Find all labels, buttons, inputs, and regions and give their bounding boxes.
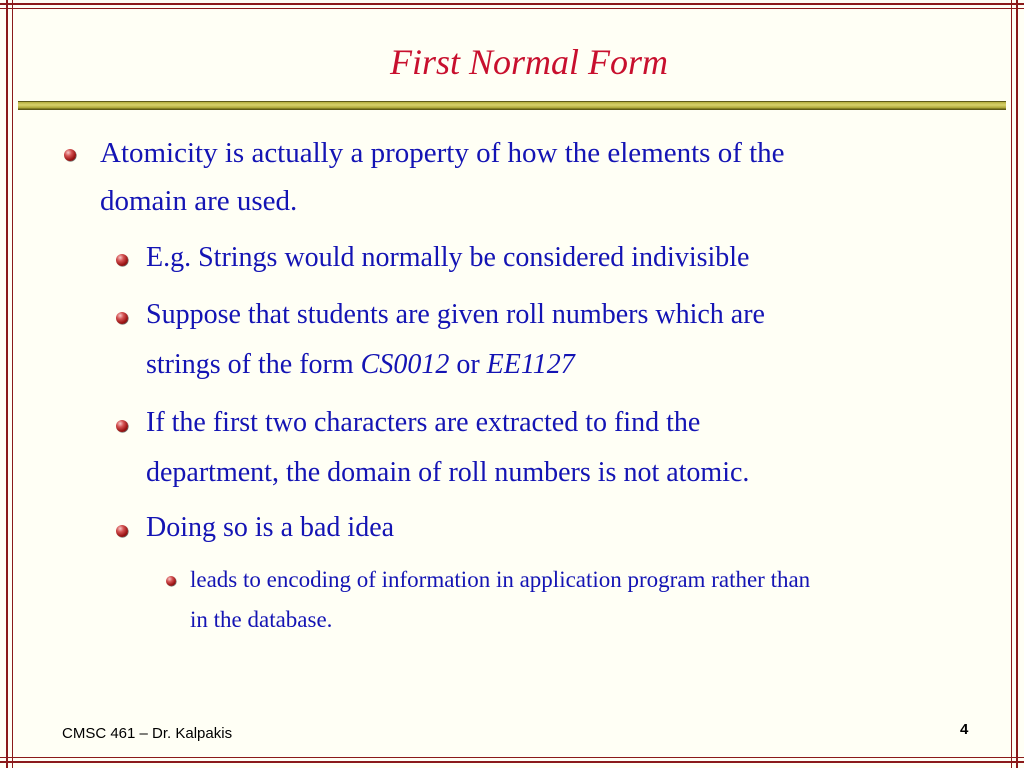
border-left-outer (6, 0, 8, 768)
bullet-text-line: in the database. (190, 607, 333, 632)
title-underline-rule (18, 101, 1006, 110)
code-example-ee: EE1127 (486, 349, 575, 380)
bullet-text-line: department, the domain of roll numbers is not atomic. (146, 457, 750, 488)
bullet-marker-icon (64, 149, 76, 161)
bullet-marker-icon (116, 254, 128, 266)
border-bottom-inner (0, 757, 1024, 758)
bullet-marker-icon (116, 312, 128, 324)
slide-title: First Normal Form (389, 42, 669, 82)
text-segment: strings of the form (146, 349, 361, 380)
code-example-cs: CS0012 (360, 349, 450, 380)
bullet-marker-icon (116, 420, 128, 432)
bullet-text-line: Suppose that students are given roll numbers which are (146, 299, 765, 330)
border-top-outer (0, 3, 1024, 5)
border-right-outer (1016, 0, 1018, 768)
bullet-text-line (146, 340, 575, 390)
border-right-inner (1011, 0, 1012, 768)
bullet-marker-icon (116, 525, 128, 537)
bullet-text-line: domain are used. (100, 185, 298, 217)
border-top-inner (0, 8, 1024, 9)
text-segment: or (449, 349, 487, 380)
bullet-text-line: Doing so is a bad idea (146, 512, 395, 543)
border-bottom-outer (0, 761, 1024, 763)
bullet-marker-icon (166, 576, 176, 586)
bullet-text-line: Atomicity is actually a property of how the elements of the (100, 137, 785, 169)
footer-course-label: CMSC 461 – Dr. Kalpakis (62, 725, 233, 742)
bullet-text-line: E.g. Strings would normally be considered indivisible (146, 242, 750, 273)
page-number: 4 (960, 721, 969, 738)
bullet-text-line: leads to encoding of information in application program rather than (190, 567, 811, 592)
bullet-text-line: If the first two characters are extracted to find the (146, 407, 701, 438)
border-left-inner (12, 0, 13, 768)
